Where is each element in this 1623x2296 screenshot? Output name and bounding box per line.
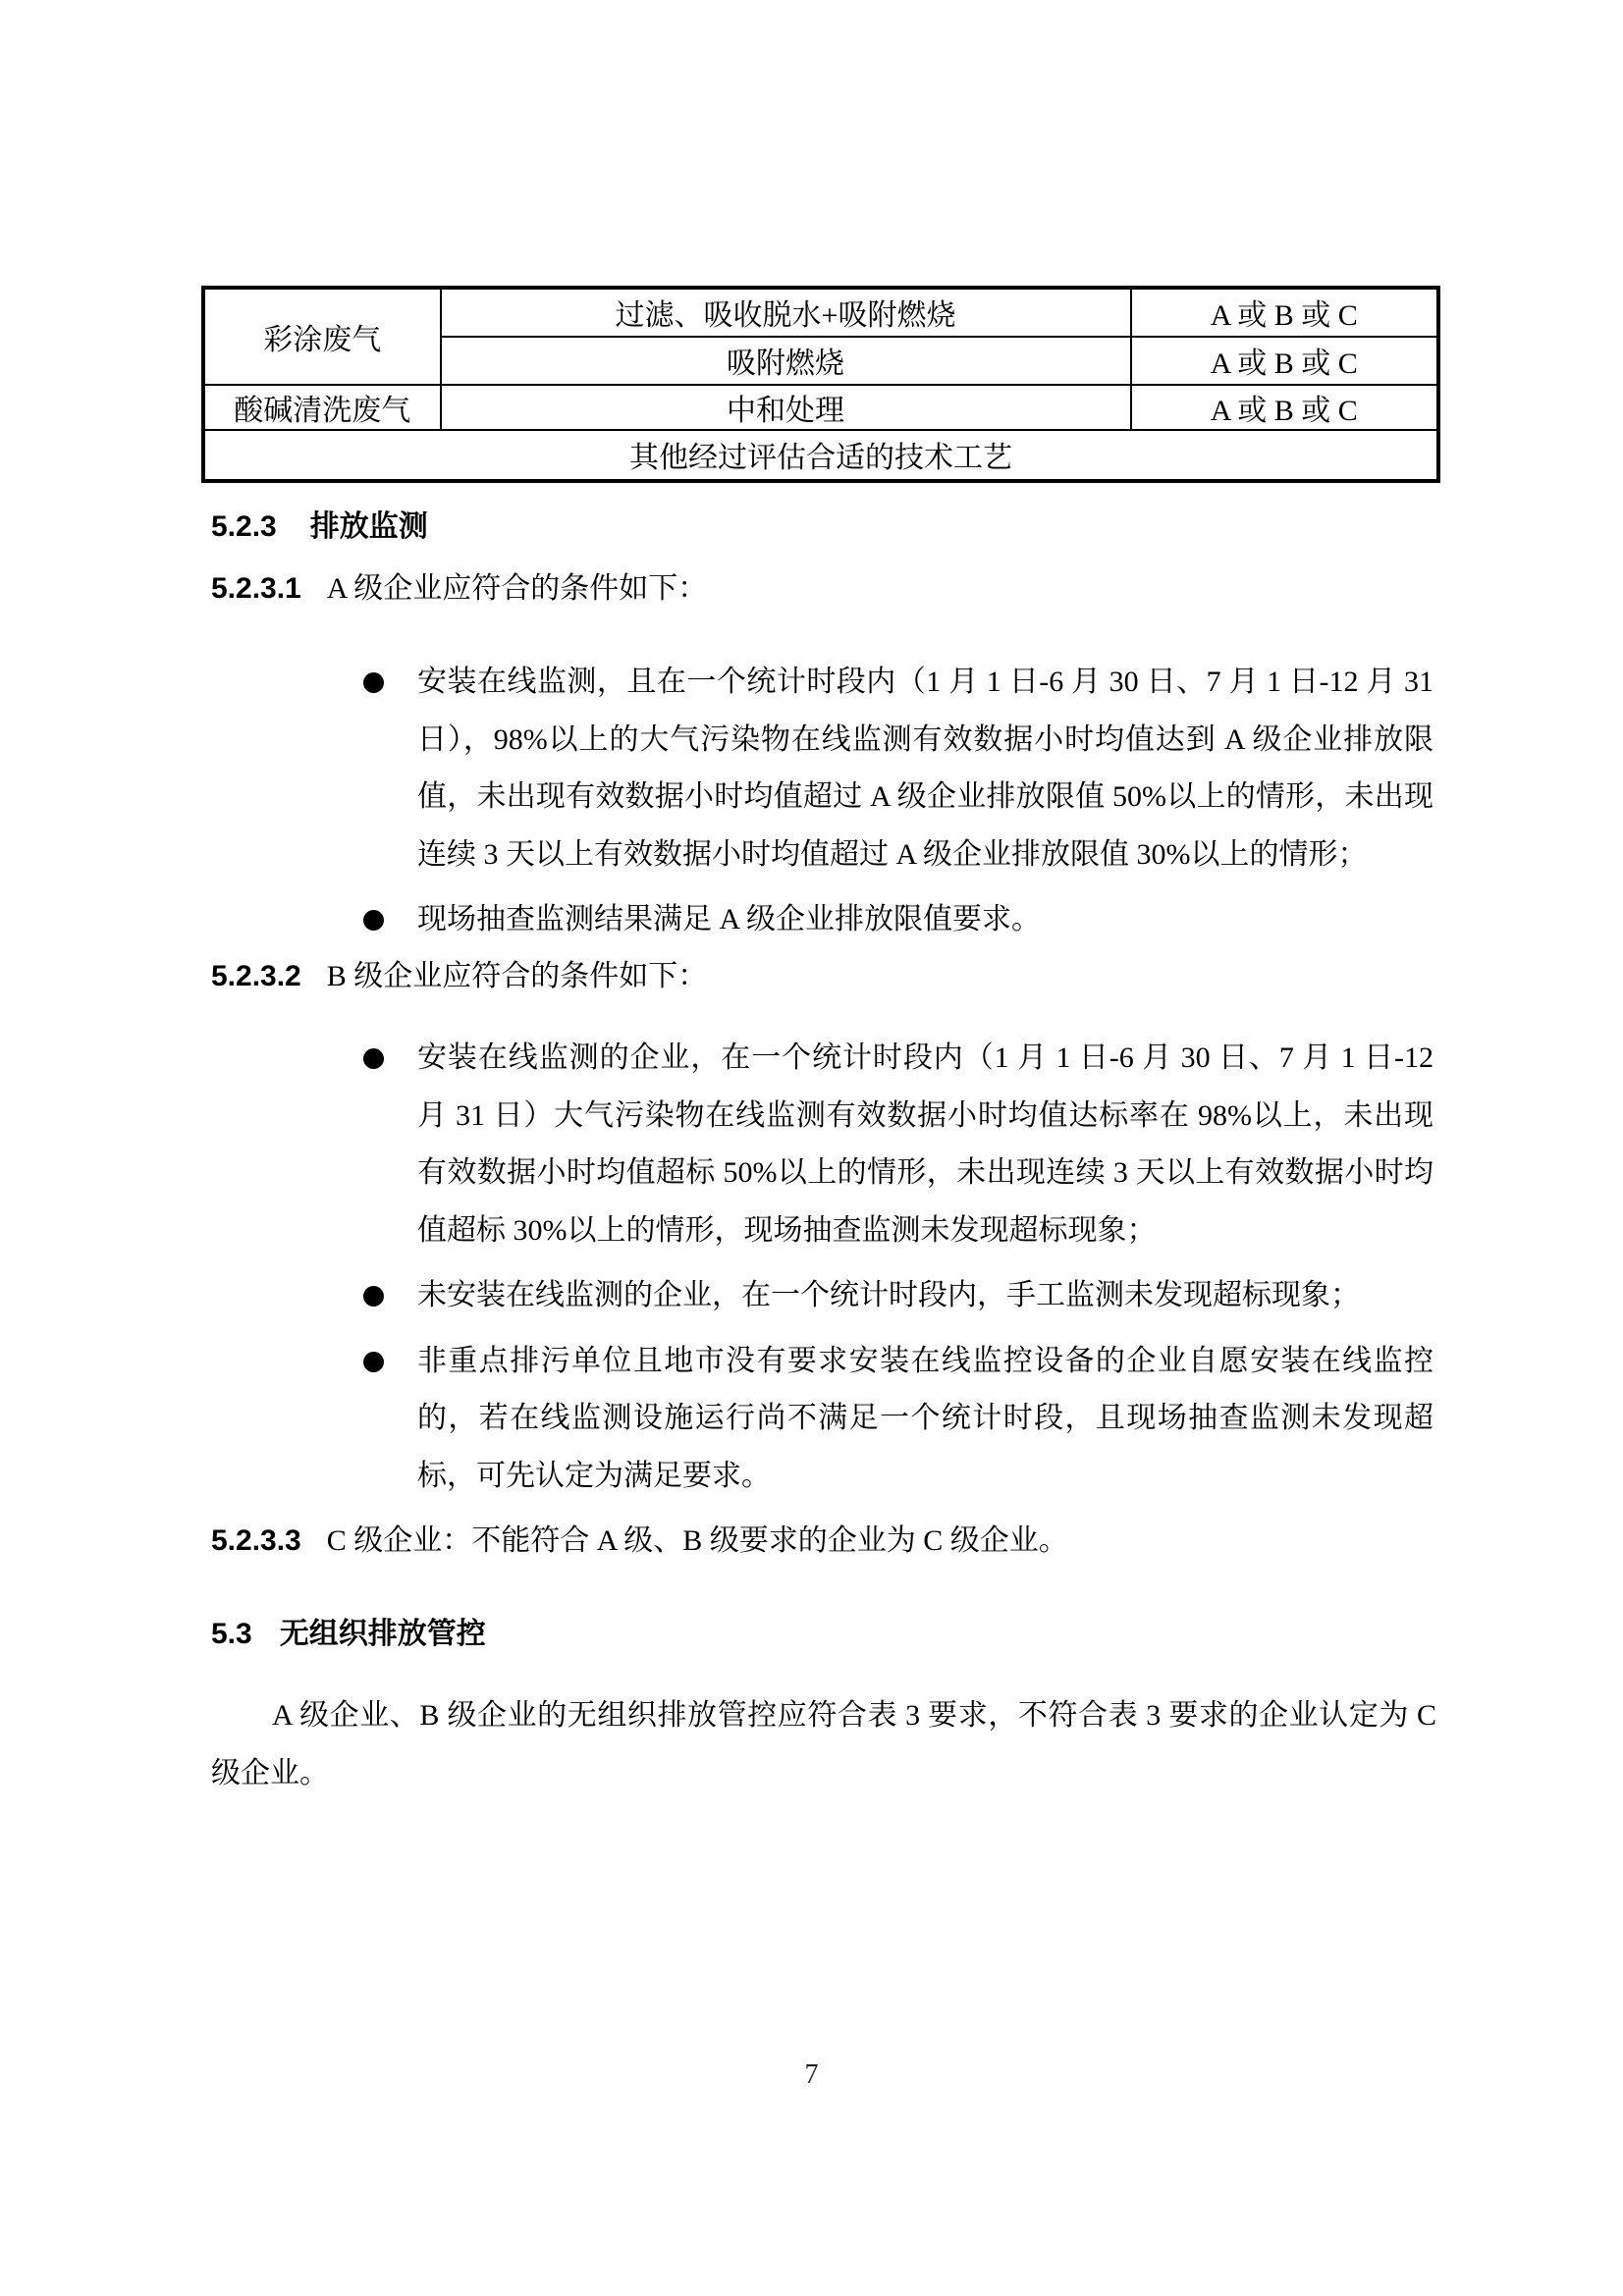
bullet-icon (363, 672, 384, 693)
table-row (204, 289, 1438, 337)
bullet-icon (363, 1286, 384, 1307)
list-item (363, 1030, 1434, 1259)
cell-suanjian-process: 中和处理 (441, 385, 1131, 430)
clause-5-2-3-3 (211, 1522, 1068, 1561)
clause-5-2-3-1 (211, 569, 707, 609)
clause-text: C 级企业：不能符合 A 级、B 级要求的企业为 C 级企业。 (326, 1524, 1068, 1557)
bullet-list-b (363, 1030, 1434, 1505)
table-row (204, 385, 1438, 430)
cell-other-process: 其他经过评估合适的技术工艺 (204, 430, 1438, 481)
list-item-text: 非重点排污单位且地市没有要求安装在线监控设备的企业自愿安装在线监控的，若在线监测设施运行尚不满足一个统计时段，且现场抽查监测未发现超标，可先认定为满足要求。 (417, 1344, 1434, 1492)
cell-caitu-process-2: 吸附燃烧 (441, 337, 1131, 385)
list-item (363, 1333, 1434, 1506)
list-item (363, 654, 1434, 883)
list-item-text: 安装在线监测的企业，在一个统计时段内（1 月 1 日-6 月 30 日、7 月 1 日-12 月 31 日）大气污染物在线监测有效数据小时均值达标率在 98%以上，未出现有效数据小时均值超标 50%以上的情形，未出现连续 3 天以上有效数据小时均值超标 30%以上的情形，现场抽查监测未发现超标现象； (417, 1041, 1434, 1247)
heading-number: 5.2.3 (211, 510, 277, 543)
cell-caitu-label: 彩涂废气 (204, 289, 441, 385)
list-item-text: 安装在线监测，且在一个统计时段内（1 月 1 日-6 月 30 日、7 月 1 日-12 月 31 日），98%以上的大气污染物在线监测有效数据小时均值达到 A 级企业排放限值，未出现有效数据小时均值超过 A 级企业排放限值 50%以上的情形，未出现连续 3 天以上有效数据小时均值超过 A 级企业排放限值 30%以上的情形； (417, 666, 1434, 871)
cell-suanjian-label: 酸碱清洗废气 (204, 385, 441, 430)
heading-title: 无组织排放管控 (279, 1618, 486, 1650)
list-item-text: 现场抽查监测结果满足 A 级企业排放限值要求。 (417, 903, 1042, 935)
cell-caitu-process-1: 过滤、吸收脱水+吸附燃烧 (441, 289, 1131, 337)
list-item-text: 未安装在线监测的企业，在一个统计时段内，手工监测未发现超标现象； (417, 1279, 1360, 1311)
cell-caitu-grade-2: A 或 B 或 C (1131, 337, 1438, 385)
list-item (363, 891, 1434, 949)
clause-text: B 级企业应符合的条件如下： (326, 960, 708, 992)
heading-number: 5.3 (211, 1618, 252, 1650)
bullet-icon (363, 910, 384, 931)
heading-title: 排放监测 (309, 510, 428, 543)
bullet-icon (363, 1352, 384, 1372)
clause-number: 5.2.3.3 (211, 1524, 301, 1557)
bullet-list-a (363, 654, 1434, 949)
clause-number: 5.2.3.1 (211, 572, 301, 605)
cell-caitu-grade-1: A 或 B 或 C (1131, 289, 1438, 337)
treatment-process-table (202, 287, 1439, 482)
heading-5-2-3 (211, 507, 428, 547)
cell-suanjian-grade: A 或 B 或 C (1131, 385, 1438, 430)
bullet-icon (363, 1048, 384, 1069)
clause-5-2-3-2 (211, 957, 707, 996)
list-item (363, 1267, 1434, 1325)
heading-5-3 (211, 1615, 486, 1654)
table-row (204, 430, 1438, 481)
clause-number: 5.2.3.2 (211, 960, 301, 992)
clause-text: A 级企业应符合的条件如下： (326, 572, 708, 605)
page-number: 7 (804, 2059, 819, 2090)
paragraph-5-3: A 级企业、B 级企业的无组织排放管控应符合表 3 要求，不符合表 3 要求的企业认定为 C 级企业。 (211, 1699, 1436, 1789)
